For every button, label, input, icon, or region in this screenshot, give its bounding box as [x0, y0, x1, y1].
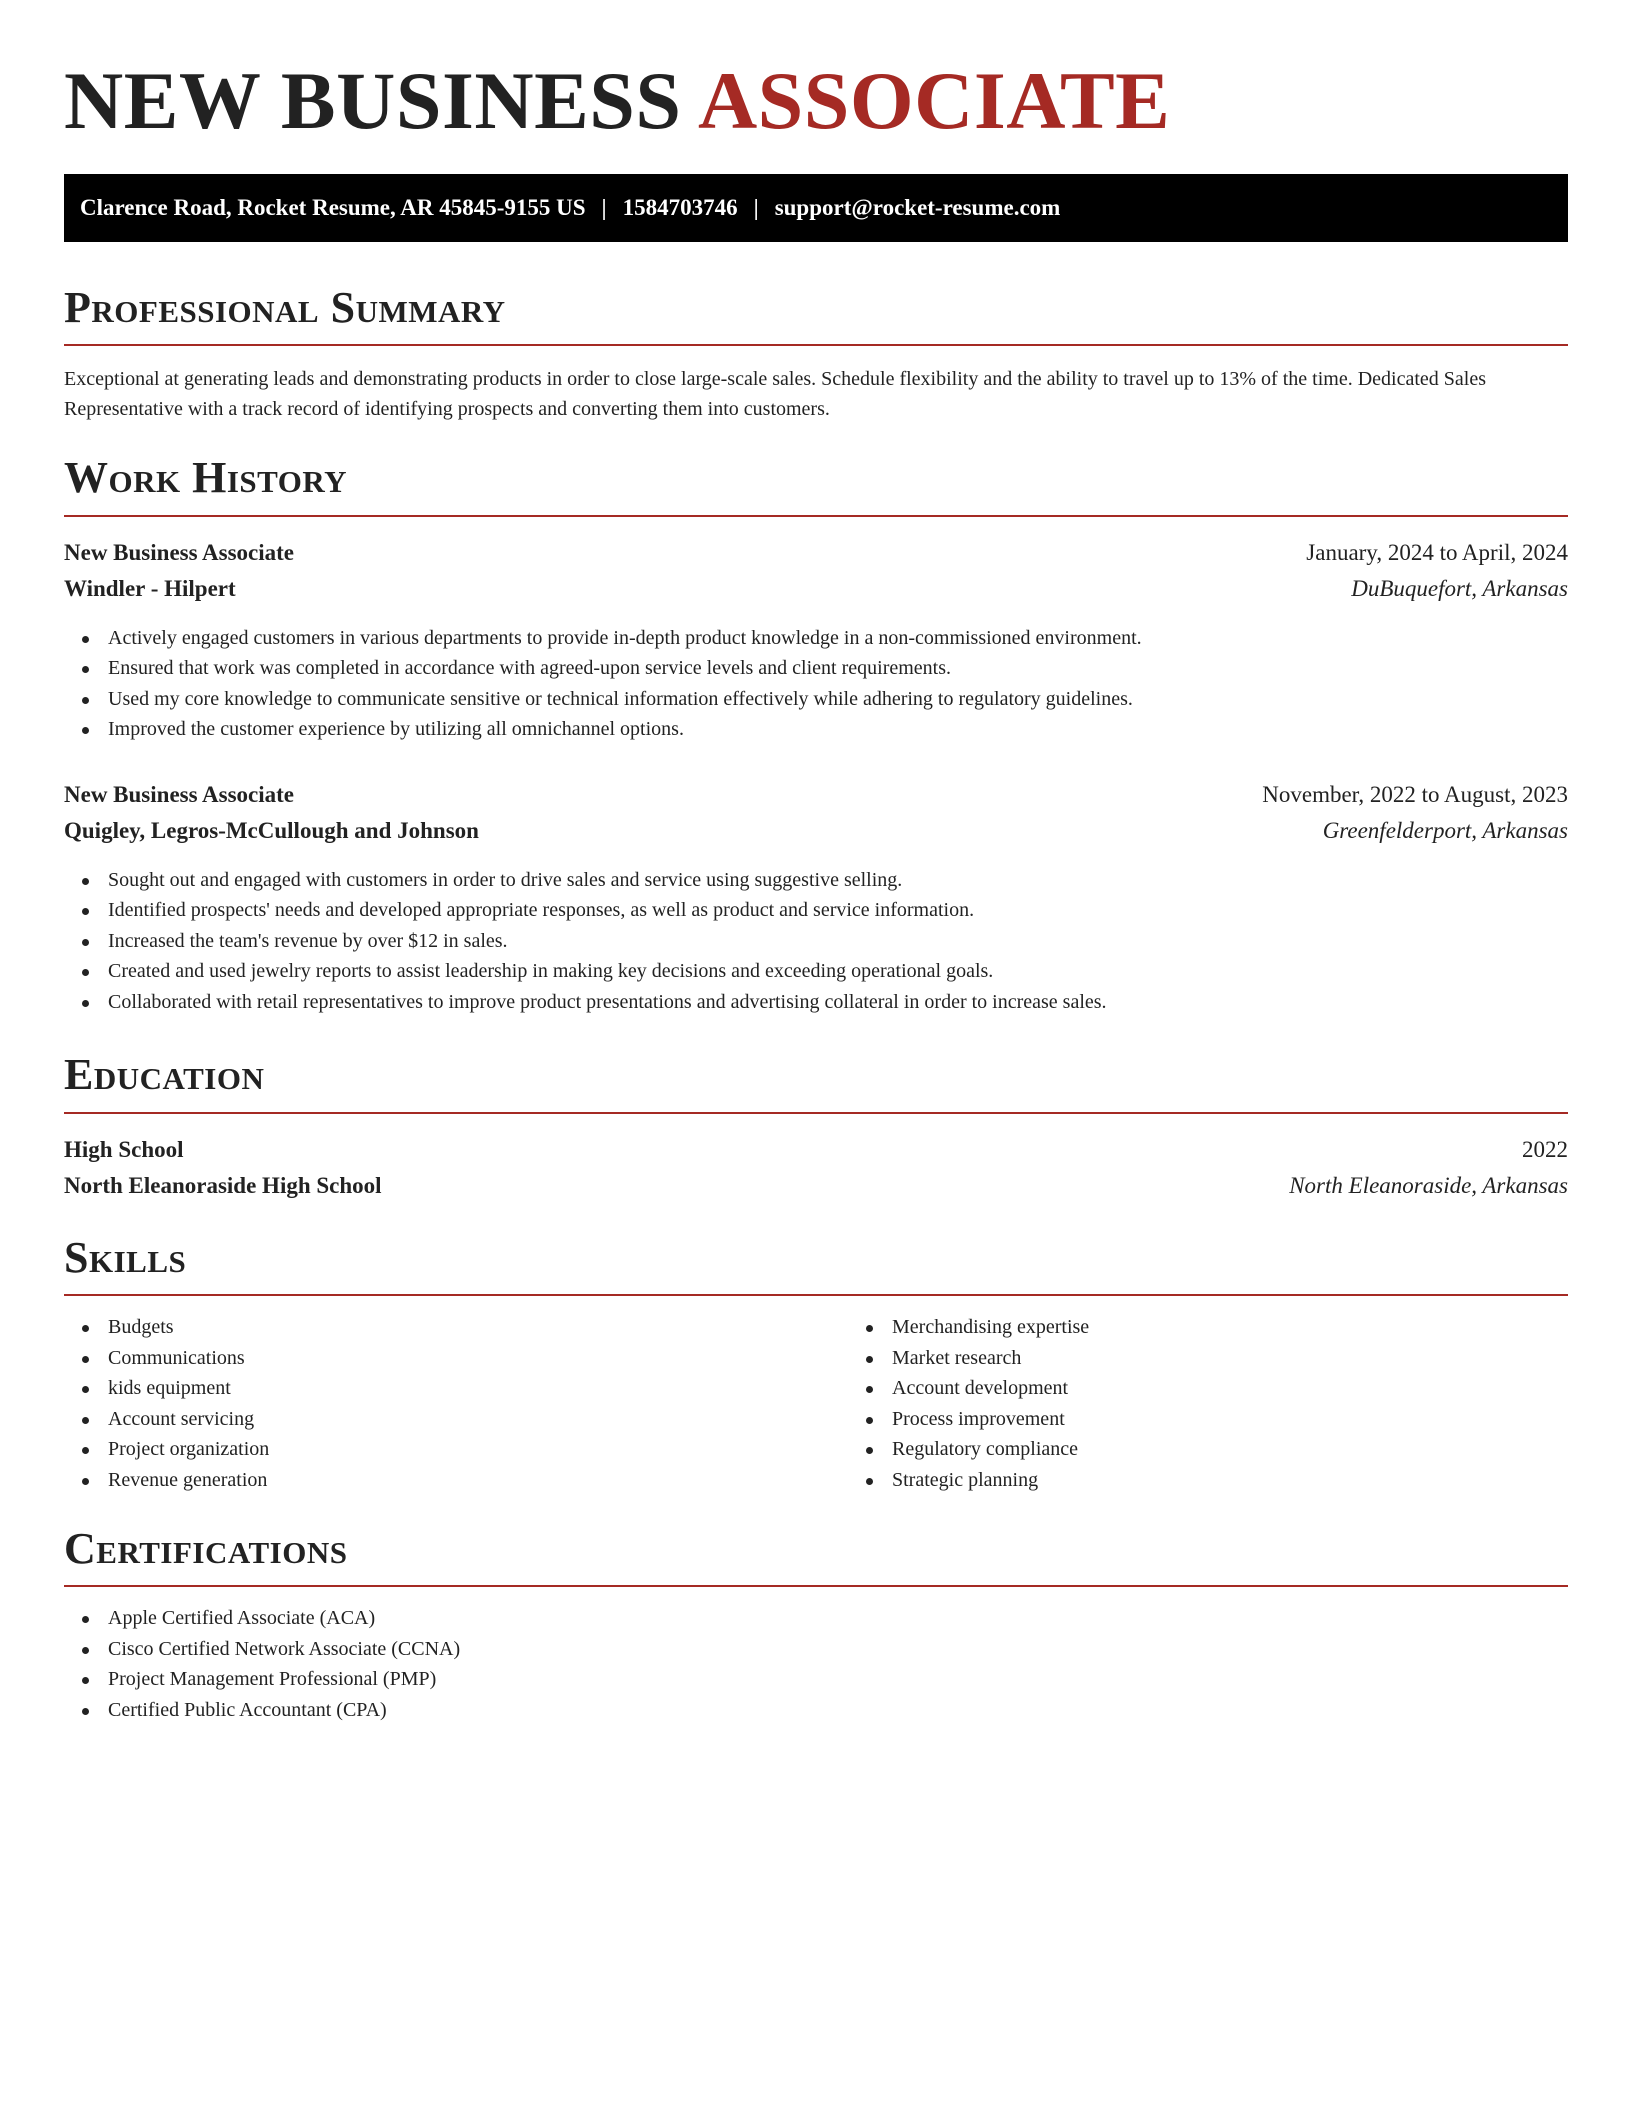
job-company: Quigley, Legros-McCullough and Johnson	[64, 817, 479, 843]
job-bullet: Actively engaged customers in various departments to provide in-depth product knowledge in a non-commissioned environment.	[108, 623, 1568, 654]
certification-item: Cisco Certified Network Associate (CCNA)	[108, 1634, 1568, 1665]
skill-item: Budgets	[108, 1312, 848, 1343]
education-section	[64, 1051, 1568, 1203]
certifications-list	[64, 1603, 1568, 1725]
education-degree-row	[64, 1132, 1568, 1168]
skill-item: Account development	[892, 1373, 1568, 1404]
contact-separator: |	[753, 195, 759, 220]
skills-list-right	[848, 1312, 1568, 1495]
job-bullet: Increased the team's revenue by over $12 in sales.	[108, 926, 1568, 957]
job-title: New Business Associate	[64, 539, 295, 565]
skill-item: Strategic planning	[892, 1465, 1568, 1496]
education-year: 2022	[1522, 1136, 1568, 1162]
job-bullet: Sought out and engaged with customers in order to drive sales and service using suggestive selling.	[108, 865, 1568, 896]
skill-item: Market research	[892, 1343, 1568, 1374]
certifications-heading: Certifications	[64, 1524, 348, 1574]
job-company-row	[64, 571, 1568, 607]
section-divider	[64, 1294, 1568, 1296]
job-bullet: Created and used jewelry reports to assist leadership in making key decisions and exceeding operational goals.	[108, 956, 1568, 987]
skill-item: Revenue generation	[108, 1465, 848, 1496]
section-divider	[64, 515, 1568, 517]
contact-address: Clarence Road, Rocket Resume, AR 45845-9155 US	[80, 195, 586, 220]
job-dates: January, 2024 to April, 2024	[1306, 539, 1568, 565]
skills-list-left	[64, 1312, 848, 1495]
education-school: North Eleanoraside High School	[64, 1172, 382, 1198]
job-bullet: Identified prospects' needs and developed appropriate responses, as well as product and service information.	[108, 895, 1568, 926]
education-school-row	[64, 1168, 1568, 1204]
contact-phone: 1584703746	[622, 195, 738, 220]
education-heading: Education	[64, 1050, 265, 1100]
education-entry	[64, 1132, 1568, 1204]
contact-email: support@rocket-resume.com	[774, 195, 1061, 220]
certification-item: Certified Public Accountant (CPA)	[108, 1695, 1568, 1726]
job-dates: November, 2022 to August, 2023	[1262, 781, 1568, 807]
job-title-row	[64, 535, 1568, 571]
education-location: North Eleanoraside, Arkansas	[1289, 1172, 1568, 1198]
certification-item: Apple Certified Associate (ACA)	[108, 1603, 1568, 1634]
name-first: NEW BUSINESS	[64, 55, 682, 146]
certifications-section	[64, 1525, 1568, 1725]
job-bullets	[64, 623, 1568, 745]
name-accent: ASSOCIATE	[697, 55, 1171, 146]
job-title-row	[64, 777, 1568, 813]
summary-text: Exceptional at generating leads and demonstrating products in order to close large-scale sales. Schedule flexibility and the ability to travel up to 13% of the time. Dedicated Sales Representative with a track record of identifying prospects and converting them into customers.	[64, 368, 1486, 421]
skills-heading: Skills	[64, 1232, 187, 1282]
work-history-heading: Work History	[64, 453, 348, 503]
work-history-section	[64, 454, 1568, 1017]
job-bullet: Collaborated with retail representatives to improve product presentations and advertising collateral in order to increase sales.	[108, 987, 1568, 1018]
job-company: Windler - Hilpert	[64, 575, 236, 601]
contact-separator: |	[601, 195, 607, 220]
contact-bar	[64, 174, 1568, 242]
skill-item: Communications	[108, 1343, 848, 1374]
skill-item: Process improvement	[892, 1404, 1568, 1435]
skill-item: Regulatory compliance	[892, 1434, 1568, 1465]
summary-heading: Professional Summary	[64, 283, 506, 332]
job-bullet: Improved the customer experience by utilizing all omnichannel options.	[108, 714, 1568, 745]
job-bullets	[64, 865, 1568, 1018]
skill-item: Project organization	[108, 1434, 848, 1465]
job-company-row	[64, 813, 1568, 849]
skill-item: Merchandising expertise	[892, 1312, 1568, 1343]
job-entry	[64, 535, 1568, 745]
section-divider	[64, 344, 1568, 346]
skills-section	[64, 1234, 1568, 1495]
job-entry	[64, 777, 1568, 1018]
education-degree: High School	[64, 1136, 184, 1162]
section-divider	[64, 1585, 1568, 1587]
job-location: DuBuquefort, Arkansas	[1351, 575, 1568, 601]
job-title: New Business Associate	[64, 781, 295, 807]
skill-item: Account servicing	[108, 1404, 848, 1435]
summary-section	[64, 284, 1568, 424]
resume-name	[64, 0, 1568, 146]
skills-grid	[64, 1312, 1568, 1495]
skill-item: kids equipment	[108, 1373, 848, 1404]
section-divider	[64, 1112, 1568, 1114]
job-bullet: Used my core knowledge to communicate sensitive or technical information effectively while adhering to regulatory guidelines.	[108, 684, 1568, 715]
job-location: Greenfelderport, Arkansas	[1322, 817, 1568, 843]
job-bullet: Ensured that work was completed in accordance with agreed-upon service levels and client requirements.	[108, 653, 1568, 684]
certification-item: Project Management Professional (PMP)	[108, 1664, 1568, 1695]
